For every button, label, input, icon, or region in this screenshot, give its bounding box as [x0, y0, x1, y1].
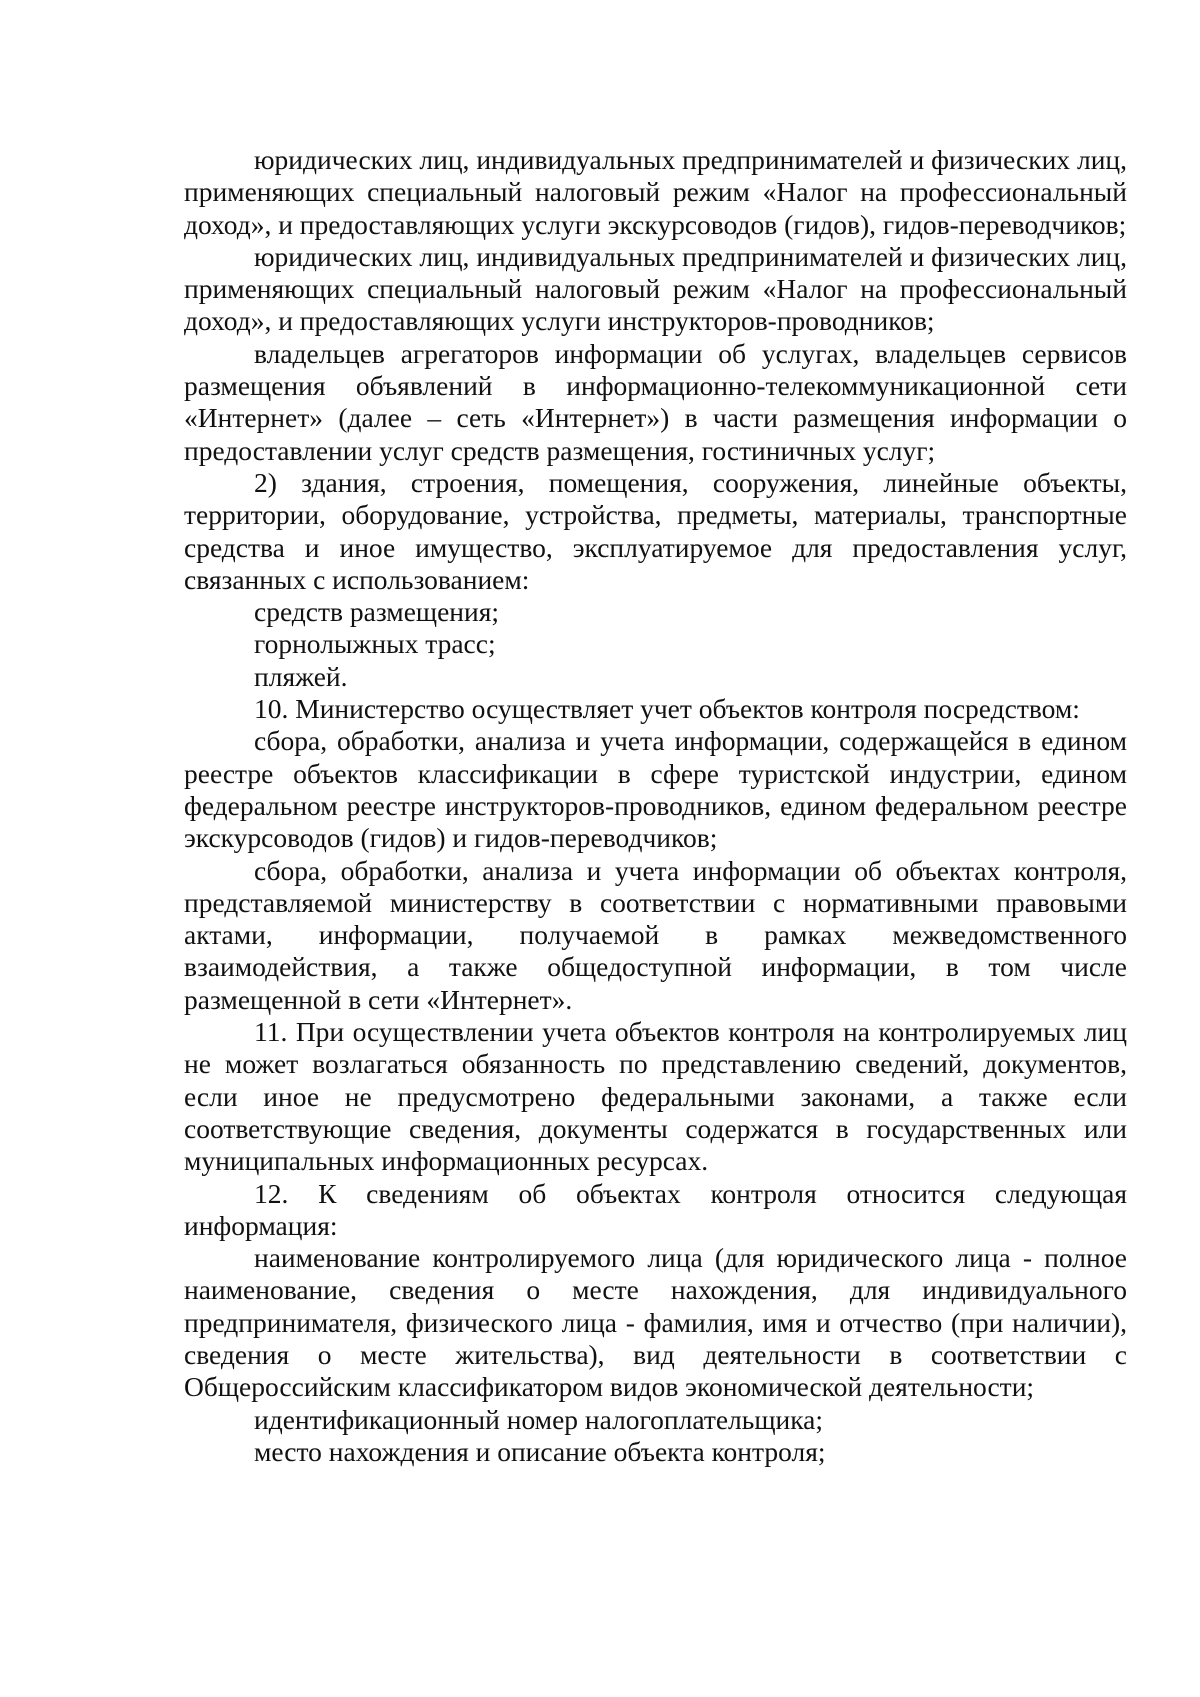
list-item-accommodation: средств размещения;	[254, 596, 500, 628]
list-item-ski-slopes: горнолыжных трасс;	[254, 628, 496, 660]
paragraph-aggregators: владельцев агрегаторов информации об услугах, владельцев сервисов размещения объявлений в информационно-телекоммуникационной сети «Интернет» (далее – сеть «Интернет») в части размещения информации о предоставлении услуг средств размещения, гостиничных услуг;	[184, 337, 1127, 466]
paragraph-section-11: 11. При осуществлении учета объектов контроля на контролируемых лиц не может возлагаться обязанность по представлению сведений, документов, если иное не предусмотрено федеральными законами, а также если соответствующие сведения, документы содержатся в государственных или муниципальных информационных ресурсах.	[184, 1016, 1127, 1177]
paragraph-tax-id: идентификационный номер налогоплательщика;	[254, 1403, 824, 1435]
paragraph-guides: юридических лиц, индивидуальных предпринимателей и физических лиц, применяющих специальный налоговый режим «Налог на профессиональный доход», и предоставляющих услуги экскурсоводов (гидов), гидов-переводчиков;	[184, 144, 1127, 240]
list-item-beaches: пляжей.	[254, 660, 348, 692]
paragraph-buildings: 2) здания, строения, помещения, сооружения, линейные объекты, территории, оборудование, устройства, предметы, материалы, транспортные средства и иное имущество, эксплуатируемое для предоставления услуг, связанных с использованием:	[184, 466, 1127, 595]
document-body	[184, 144, 1127, 1468]
paragraph-entity-name: наименование контролируемого лица (для юридического лица - полное наименование, сведения о месте нахождения, для индивидуального предпринимателя, физического лица - фамилия, имя и отчество (при наличии), сведения о месте жительства), вид деятельности в соответствии с Общероссийским классификатором видов экономической деятельности;	[184, 1242, 1127, 1403]
paragraph-submitted-info: сбора, обработки, анализа и учета информации об объектах контроля, представляемой министерству в соответствии с нормативными правовыми актами, информации, получаемой в рамках межведомственного взаимодействия, а также общедоступной информации, в том числе размещенной в сети «Интернет».	[184, 854, 1127, 1015]
paragraph-section-12: 12. К сведениям об объектах контроля относится следующая информация:	[184, 1177, 1127, 1241]
paragraph-instructors: юридических лиц, индивидуальных предпринимателей и физических лиц, применяющих специальный налоговый режим «Налог на профессиональный доход», и предоставляющих услуги инструкторов-проводников;	[184, 240, 1127, 337]
paragraph-object-location: место нахождения и описание объекта контроля;	[254, 1435, 826, 1467]
paragraph-section-10: 10. Министерство осуществляет учет объектов контроля посредством:	[254, 693, 1080, 725]
paragraph-registry-info: сбора, обработки, анализа и учета информации, содержащейся в едином реестре объектов классификации в сфере туристской индустрии, едином федеральном реестре инструкторов-проводников, едином федеральном реестре экскурсоводов (гидов) и гидов-переводчиков;	[184, 725, 1127, 854]
